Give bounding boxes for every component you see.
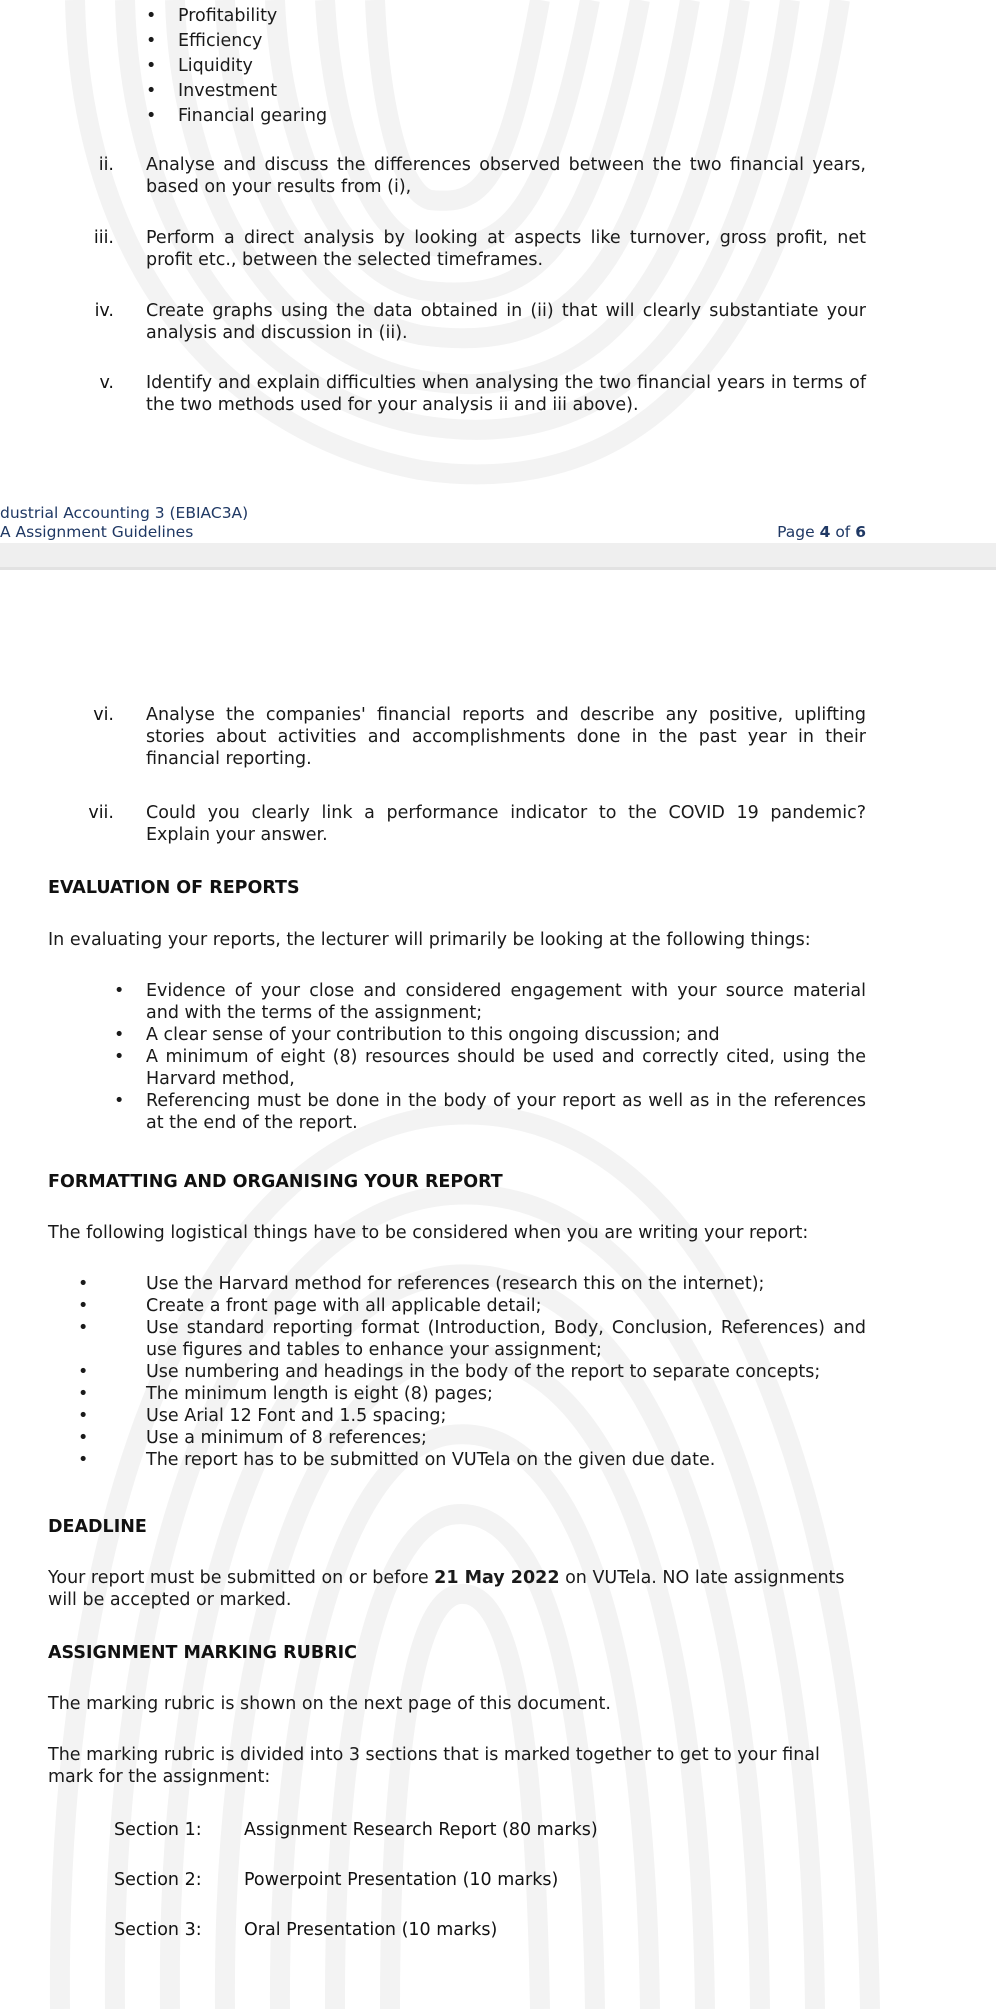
list-item: • Create a front page with all applicable detail; bbox=[78, 1296, 542, 1316]
item-number: v. bbox=[99, 373, 114, 393]
bullet-icon: • bbox=[146, 6, 157, 26]
bullet-icon: • bbox=[114, 1025, 125, 1045]
instruction-text: Analyse and discuss the differences observed between the two financial years, based on your results from (i), bbox=[146, 155, 866, 197]
item-number: iii. bbox=[93, 228, 114, 248]
item-number: ii. bbox=[98, 155, 114, 175]
document-page-5 bbox=[0, 570, 930, 2009]
list-item: • Use the Harvard method for references (research this on the internet); bbox=[78, 1274, 765, 1294]
list-item: • A minimum of eight (8) resources should be used and correctly cited, using the Harvard method, bbox=[114, 1047, 866, 1089]
instruction-text: Perform a direct analysis by looking at aspects like turnover, gross profit, net profit etc., between the selected timeframes. bbox=[146, 228, 866, 270]
bullet-icon: • bbox=[78, 1362, 89, 1382]
bullet-icon: • bbox=[114, 981, 125, 1001]
bullet-icon: • bbox=[78, 1428, 89, 1448]
bullet-icon: • bbox=[78, 1318, 89, 1338]
item-number: iv. bbox=[94, 301, 114, 321]
bullet-icon: • bbox=[78, 1406, 89, 1426]
formatting-bullet-list bbox=[78, 1273, 866, 1471]
bullet-icon: • bbox=[146, 81, 157, 101]
page-gap bbox=[0, 543, 996, 570]
instruction-text: Could you clearly link a performance indicator to the COVID 19 pandemic? Explain your answer. bbox=[146, 803, 866, 845]
bullet-icon: • bbox=[114, 1091, 125, 1111]
rubric-text: The marking rubric is shown on the next page of this document. bbox=[48, 1694, 611, 1714]
list-item: • Use a minimum of 8 references; bbox=[78, 1428, 427, 1448]
section-heading-formatting: FORMATTING AND ORGANISING YOUR REPORT bbox=[48, 1172, 503, 1192]
section-heading-rubric: ASSIGNMENT MARKING RUBRIC bbox=[48, 1643, 357, 1663]
list-item: • Use numbering and headings in the body of the report to separate concepts; bbox=[78, 1362, 821, 1382]
bullet-icon: • bbox=[78, 1450, 89, 1470]
item-number: vi. bbox=[93, 705, 114, 725]
bullet-icon: • bbox=[146, 56, 157, 76]
list-item: • Use Arial 12 Font and 1.5 spacing; bbox=[78, 1406, 447, 1426]
list-item: • Use standard reporting format (Introduction, Body, Conclusion, References) and use figures and tables to enhance your assignment; bbox=[78, 1318, 866, 1360]
deadline-text: Your report must be submitted on or before 21 May 2022 on VUTela. NO late assignments will be accepted or marked. bbox=[48, 1568, 845, 1610]
list-item: • The report has to be submitted on VUTela on the given due date. bbox=[78, 1450, 716, 1470]
list-item: • Referencing must be done in the body of your report as well as in the references at the end of the report. bbox=[114, 1091, 866, 1133]
list-item: • A clear sense of your contribution to this ongoing discussion; and bbox=[114, 1025, 720, 1045]
document-page-4: • Profitability • Efficiency • Liquidity • Investment • Financial gearing ii. Analyse and discuss the differences observed between the two financial years, based on your results from (i), iii. Perform a direct analysis by looking at aspects like turnover, gross profit, net profit etc., between the selected timeframes. iv. Create graphs using the data obtained in (ii) that will clearly substantiate your analysis and discussion in (ii). v. Identify and explain difficulties when analysing the two financial years in terms of the two methods used for your analysis ii and iii above). dustrial Accounting 3 (EBIAC3A) A Assignment Guidelines Page 4 of 6 bbox=[0, 0, 930, 543]
rubric-section-label: Section 2: bbox=[114, 1870, 202, 1890]
instruction-text: Identify and explain difficulties when analysing the two financial years in terms of the two methods used for your analysis ii and iii above). bbox=[146, 373, 866, 415]
bullet-icon: • bbox=[114, 1047, 125, 1067]
page-number: Page 4 of 6 bbox=[777, 523, 866, 541]
instruction-text: Create graphs using the data obtained in (ii) that will clearly substantiate your analysis and discussion in (ii). bbox=[146, 301, 866, 343]
bullet-icon: • bbox=[78, 1296, 89, 1316]
footer-doc-title: A Assignment Guidelines bbox=[0, 523, 194, 541]
evaluation-intro: In evaluating your reports, the lecturer will primarily be looking at the following things: bbox=[48, 930, 811, 950]
bullet-icon: • bbox=[146, 31, 157, 51]
bullet-icon: • bbox=[78, 1384, 89, 1404]
deadline-date: 21 May 2022 bbox=[434, 1568, 560, 1588]
section-heading-evaluation: EVALUATION OF REPORTS bbox=[48, 878, 300, 898]
list-item: • The minimum length is eight (8) pages; bbox=[78, 1384, 493, 1404]
section-heading-deadline: DEADLINE bbox=[48, 1517, 147, 1537]
rubric-description: The marking rubric is divided into 3 sections that is marked together to get to your final mark for the assignment: bbox=[48, 1745, 820, 1787]
rubric-section-label: Section 3: bbox=[114, 1920, 202, 1940]
bullet-icon: • bbox=[146, 106, 157, 126]
formatting-intro: The following logistical things have to be considered when you are writing your report: bbox=[48, 1223, 809, 1243]
footer-course-title: dustrial Accounting 3 (EBIAC3A) bbox=[0, 504, 249, 522]
list-item: • Evidence of your close and considered engagement with your source material and with the terms of the assignment; bbox=[114, 981, 866, 1023]
watermark-emblem bbox=[0, 0, 930, 543]
rubric-section-text: Powerpoint Presentation (10 marks) bbox=[244, 1870, 559, 1890]
rubric-section-text: Oral Presentation (10 marks) bbox=[244, 1920, 498, 1940]
rubric-section-text: Assignment Research Report (80 marks) bbox=[244, 1820, 598, 1840]
bullet-icon: • bbox=[78, 1274, 89, 1294]
item-number: vii. bbox=[88, 803, 114, 823]
rubric-section-label: Section 1: bbox=[114, 1820, 202, 1840]
instruction-text: Analyse the companies' financial reports and describe any positive, uplifting stories about activities and accomplishments done in the past year in their financial reporting. bbox=[146, 705, 866, 769]
evaluation-bullet-list bbox=[114, 980, 866, 1134]
